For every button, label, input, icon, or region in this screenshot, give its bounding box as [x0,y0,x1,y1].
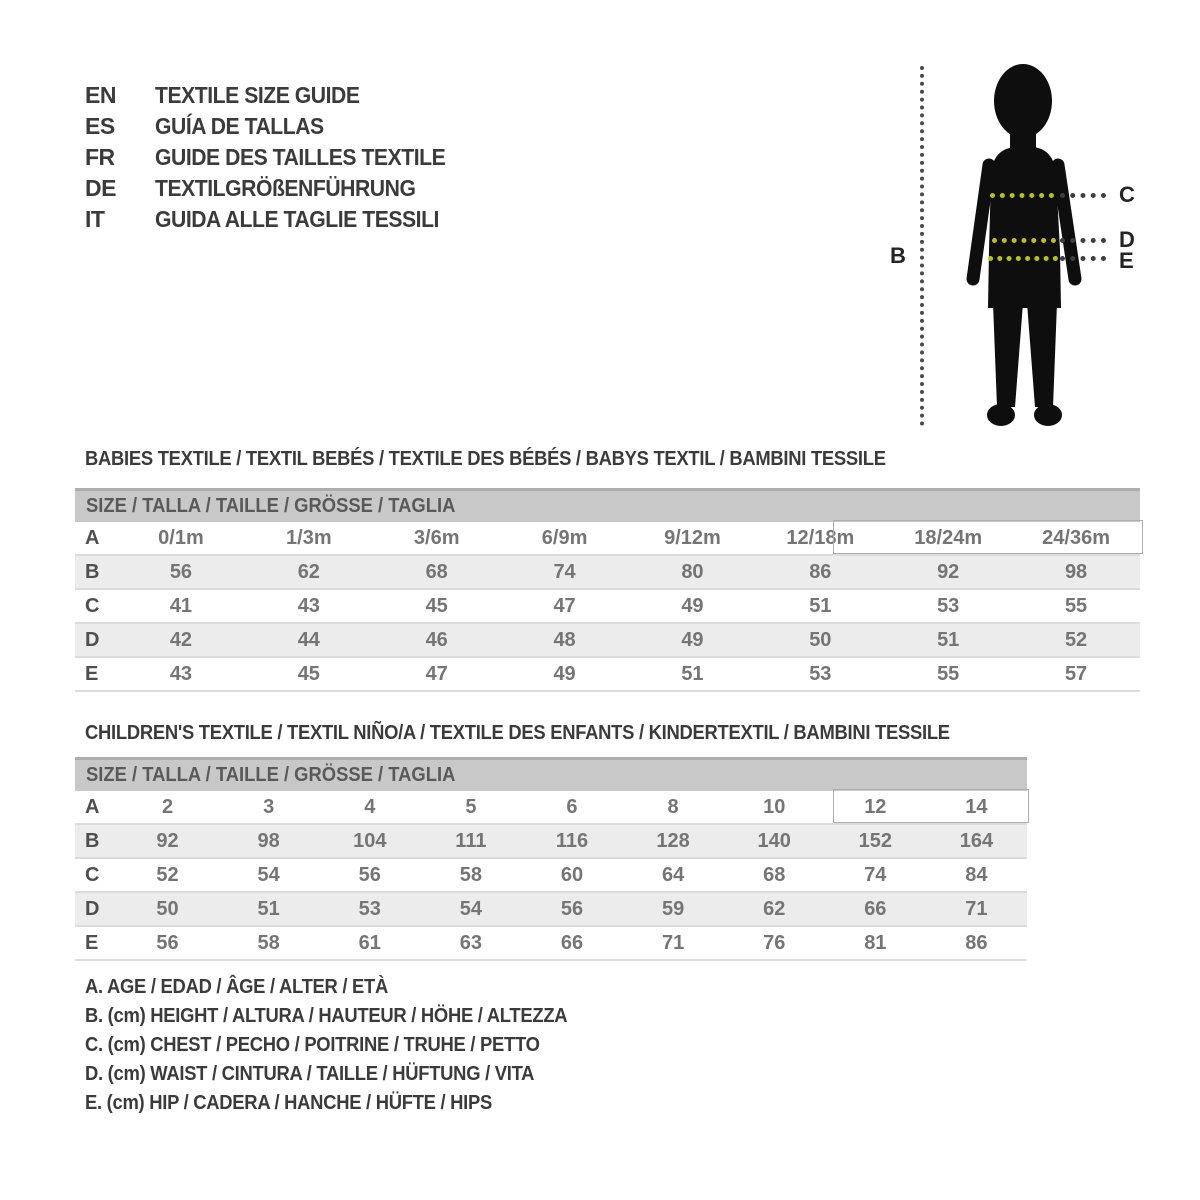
chest-measure-line-c [1060,193,1106,198]
table-cell: 43 [297,594,320,617]
row-label: E [85,931,99,954]
table-cell: 55 [1064,594,1088,617]
language-row-en [85,80,471,111]
table-cell: 46 [425,628,448,651]
row-label: B [85,829,100,852]
measure-label-d: D [1119,227,1135,252]
table-cell: 42 [169,628,193,651]
table-cell: 53 [937,594,960,617]
table-cell: 55 [937,662,960,685]
legend-row-chest: C. (cm) CHEST / PECHO / POITRINE / TRUHE / PETTO [85,1034,540,1056]
table-row-b [75,556,1140,590]
table-cell: 49 [681,628,704,651]
table-cell: 41 [169,594,193,617]
table-cell: 3/6m [413,526,460,549]
table-cell: 68 [425,560,448,583]
measure-label-e: E [1119,248,1134,273]
table-cell: 80 [681,560,704,583]
legend-row-height: B. (cm) HEIGHT / ALTURA / HAUTEUR / HÖHE / ALTEZZA [85,1005,568,1027]
table-cell: 45 [297,662,320,685]
measurement-legend [85,976,609,1121]
table-cell: 64 [661,863,685,886]
table-cell: 128 [656,829,690,852]
table-cell: 54 [257,863,280,886]
table-cell: 164 [959,829,994,852]
babies-size-highlight-box [833,520,1143,554]
row-label: B [85,560,100,583]
table-cell: 6 [566,795,578,818]
table-cell: 86 [965,931,988,954]
table-cell: 58 [257,931,280,954]
table-cell: 10 [763,795,786,818]
waist-measure-line-d-accent [992,238,1056,243]
table-cell: 152 [858,829,892,852]
table-cell: 53 [809,662,832,685]
legend-row-hip: E. (cm) HIP / CADERA / HANCHE / HÜFTE / HIPS [85,1092,493,1114]
guide-title-de: TEXTILGRÖßENFÜHRUNG [155,175,416,201]
table-cell: 18/24m [914,526,983,549]
table-cell: 45 [425,594,448,617]
table-cell: 50 [809,628,832,651]
table-cell: 50 [156,897,179,920]
table-cell: 48 [553,628,576,651]
children-table-header: SIZE / TALLA / TAILLE / GRÖSSE / TAGLIA [75,757,1027,791]
table-cell: 6/9m [541,526,588,549]
table-cell: 66 [560,931,584,954]
table-cell: 4 [364,795,376,818]
table-cell: 49 [553,662,576,685]
table-cell: 63 [459,931,482,954]
chest-measure-line-c-accent [990,193,1054,198]
hip-measure-line-e-accent [988,256,1058,261]
language-title-list [85,80,471,235]
table-row-b [75,825,1027,859]
babies-section-title: BABIES TEXTILE / TEXTIL BEBÉS / TEXTILE DES BÉBÉS / BABYS TEXTIL / BAMBINI TESSILE [85,448,886,470]
table-cell: 104 [353,829,387,852]
table-cell: 9/12m [664,526,721,549]
table-row-c [75,590,1140,624]
table-cell: 56 [169,560,193,583]
table-cell: 74 [553,560,576,583]
guide-title-en: TEXTILE SIZE GUIDE [155,82,360,108]
measure-label-c: C [1119,182,1135,207]
table-cell: 52 [156,863,179,886]
guide-title-es: GUÍA DE TALLAS [155,113,324,139]
children-size-table [75,757,1027,961]
table-cell: 2 [161,795,174,818]
table-row-c [75,859,1027,893]
table-cell: 60 [560,863,584,886]
row-label: D [85,897,100,920]
table-cell: 56 [156,931,179,954]
table-cell: 86 [809,560,832,583]
table-cell: 71 [965,897,988,920]
row-label: A [85,795,100,818]
table-cell: 51 [809,594,832,617]
hip-measure-line-e [1060,256,1106,261]
table-cell: 111 [455,829,487,852]
table-cell: 51 [937,628,960,651]
table-cell: 84 [965,863,988,886]
table-cell: 61 [358,931,381,954]
table-row-d [75,624,1140,658]
table-cell: 56 [560,897,584,920]
child-silhouette [955,55,1095,435]
table-cell: 47 [425,662,448,685]
legend-row-age: A. AGE / EDAD / ÂGE / ALTER / ETÀ [85,976,389,998]
table-cell: 71 [661,931,685,954]
language-code: IT [85,206,105,232]
table-cell: 140 [757,829,791,852]
table-cell: 92 [937,560,960,583]
children-size-highlight-box [833,789,1029,823]
table-row-e [75,927,1027,961]
table-cell: 3 [263,795,275,818]
table-cell: 12 [864,795,887,818]
row-label: D [85,628,100,651]
language-code: EN [85,82,116,108]
table-cell: 62 [763,897,786,920]
table-cell: 56 [358,863,381,886]
height-measure-line-b [920,66,924,426]
guide-title-it: GUIDA ALLE TAGLIE TESSILI [155,206,439,232]
language-code: DE [85,175,116,201]
table-cell: 59 [661,897,685,920]
table-cell: 98 [1064,560,1088,583]
children-section-title: CHILDREN'S TEXTILE / TEXTIL NIÑO/A / TEXTILE DES ENFANTS / KINDERTEXTIL / BAMBINI TESSILE [85,722,950,744]
table-cell: 5 [465,795,477,818]
table-cell: 116 [555,829,589,852]
table-cell: 58 [459,863,482,886]
table-row-e [75,658,1140,692]
babies-table-header: SIZE / TALLA / TAILLE / GRÖSSE / TAGLIA [75,488,1140,522]
table-cell: 24/36m [1042,526,1110,549]
language-code: ES [85,113,115,139]
table-cell: 51 [257,897,280,920]
table-cell: 68 [763,863,786,886]
row-label: C [85,863,100,886]
legend-row-waist: D. (cm) WAIST / CINTURA / TAILLE / HÜFTUNG / VITA [85,1063,535,1085]
table-cell: 92 [156,829,179,852]
guide-title-fr: GUIDE DES TAILLES TEXTILE [155,144,446,170]
language-row-fr [85,142,471,173]
table-cell: 49 [681,594,704,617]
table-cell: 81 [864,931,887,954]
table-cell: 52 [1064,628,1088,651]
row-label: C [85,594,100,617]
table-cell: 74 [864,863,887,886]
table-cell: 43 [169,662,193,685]
table-cell: 47 [553,594,576,617]
measure-label-b: B [890,243,906,268]
row-label: A [85,526,100,549]
table-cell: 76 [763,931,786,954]
table-cell: 14 [965,795,988,818]
language-row-it [85,204,471,235]
table-cell: 57 [1064,662,1088,685]
table-cell: 44 [297,628,320,651]
table-cell: 66 [864,897,887,920]
table-cell: 12/18m [786,526,855,549]
table-cell: 53 [358,897,381,920]
table-cell: 1/3m [286,526,332,549]
table-cell: 0/1m [158,526,204,549]
table-cell: 51 [681,662,704,685]
table-cell: 98 [257,829,280,852]
table-cell: 8 [667,795,679,818]
row-label: E [85,662,99,685]
language-code: FR [85,144,115,170]
babies-size-table [75,488,1140,692]
table-cell: 62 [297,560,320,583]
language-row-de [85,173,471,204]
table-row-d [75,893,1027,927]
language-row-es [85,111,471,142]
waist-measure-line-d [1060,238,1106,243]
table-cell: 54 [459,897,482,920]
